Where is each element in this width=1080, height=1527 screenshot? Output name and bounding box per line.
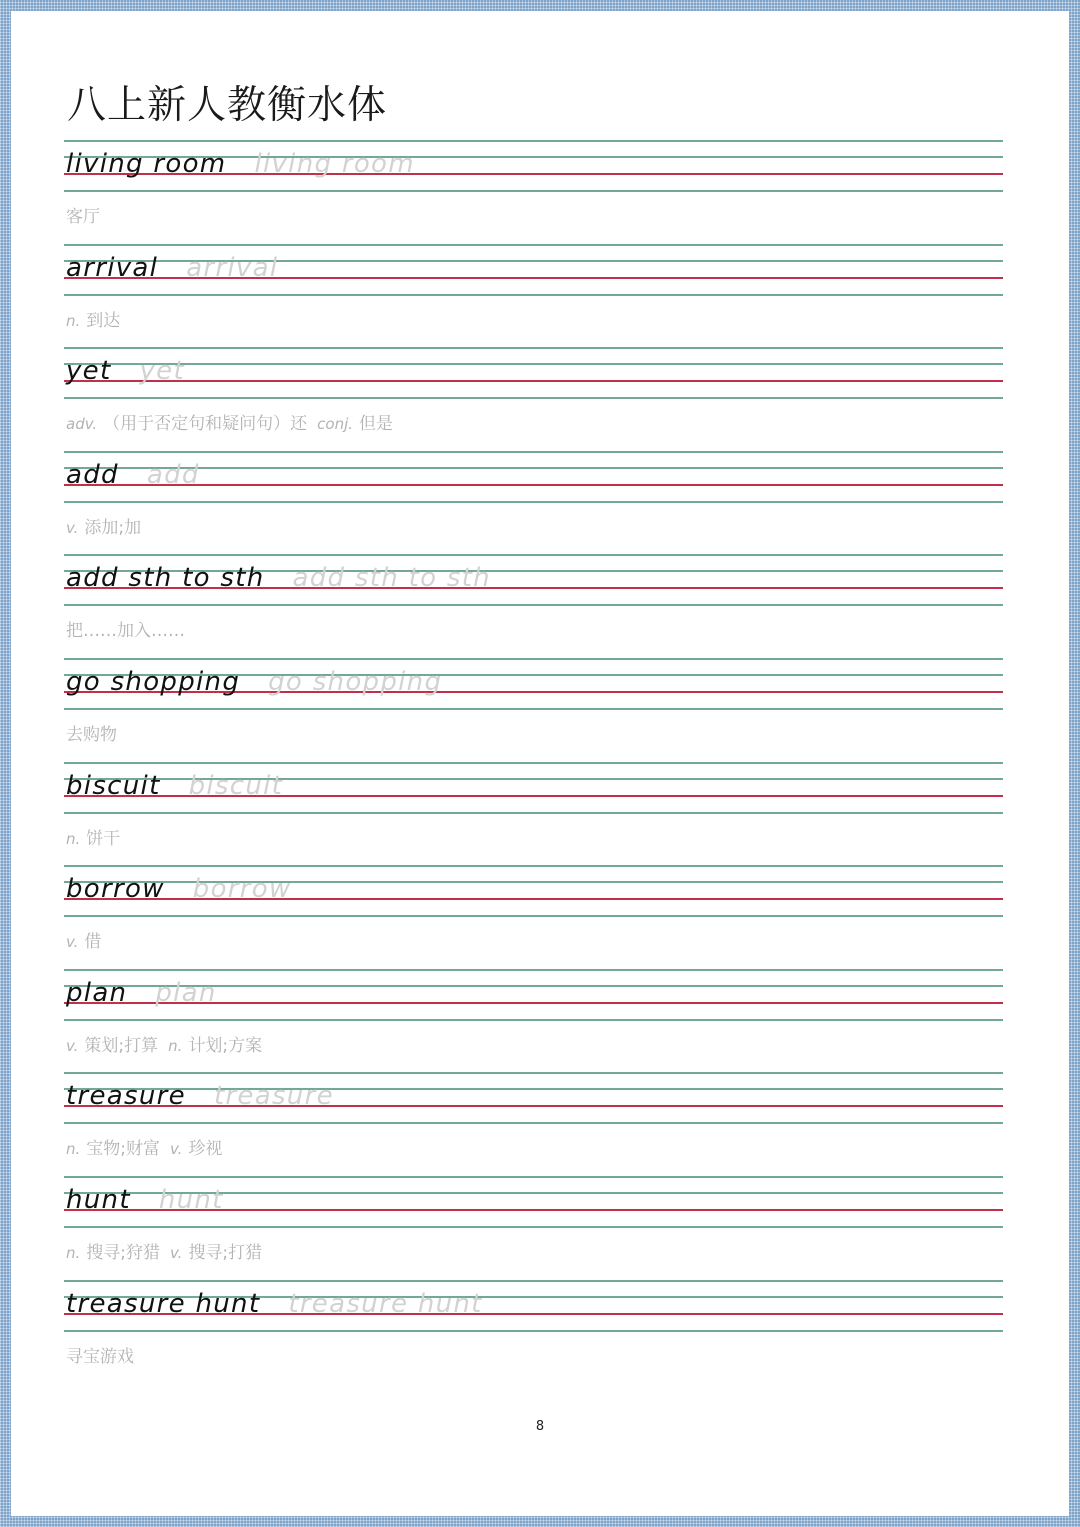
word-line — [66, 664, 442, 700]
part-of-speech: n. — [168, 1036, 183, 1055]
worksheet-page — [11, 11, 1069, 1516]
guide-line — [64, 812, 1003, 814]
vocab-word: hunt — [66, 1185, 131, 1215]
vocab-entry — [64, 554, 1003, 654]
guide-line — [64, 1280, 1003, 1282]
meaning-text: 但是 — [359, 414, 394, 435]
meaning-text: 宝物;财富 — [86, 1139, 161, 1160]
vocab-word: borrow — [66, 874, 165, 905]
word-line — [66, 250, 278, 286]
meaning-text: 把……加入…… — [66, 621, 185, 642]
word-line — [66, 353, 185, 389]
guide-line — [64, 865, 1003, 867]
guide-line — [64, 501, 1003, 503]
guide-line — [64, 190, 1003, 192]
tracing-word: treasure — [213, 1081, 334, 1112]
vocab-entry — [64, 1176, 1003, 1276]
guide-line — [64, 347, 1003, 349]
page-number: 8 — [535, 1419, 545, 1434]
meaning-part — [66, 1139, 160, 1159]
vocab-word: biscuit — [66, 770, 161, 801]
vocab-entry — [64, 969, 1003, 1069]
meaning-text: 到达 — [86, 310, 121, 331]
meaning-part — [66, 932, 101, 952]
meaning-text: 添加;加 — [84, 517, 142, 538]
guide-line — [64, 1122, 1003, 1124]
tracing-word: hunt — [158, 1185, 224, 1215]
guide-line — [64, 915, 1003, 917]
vocab-meaning — [66, 828, 130, 850]
meaning-part — [66, 621, 185, 641]
meaning-part — [66, 829, 120, 849]
vocab-entry — [64, 140, 1003, 240]
guide-line — [64, 140, 1003, 142]
part-of-speech: v. — [66, 933, 79, 952]
meaning-text: 珍视 — [188, 1139, 223, 1160]
vocab-word: add — [66, 459, 119, 490]
vocab-word: add sth to sth — [66, 563, 265, 594]
guide-line — [64, 294, 1003, 296]
guide-line — [64, 467, 1003, 469]
meaning-part — [170, 1243, 262, 1263]
guide-line — [64, 397, 1003, 399]
vocab-meaning — [66, 206, 110, 228]
guide-line — [64, 658, 1003, 660]
guide-line — [64, 1330, 1003, 1332]
meaning-part — [170, 1139, 222, 1159]
guide-line — [64, 1226, 1003, 1228]
meaning-part — [66, 311, 120, 331]
guide-line — [64, 554, 1003, 556]
vocab-meaning — [66, 620, 195, 642]
meaning-text: 搜寻;打猎 — [188, 1243, 263, 1263]
vocab-word: treasure hunt — [66, 1288, 261, 1319]
meaning-part — [66, 1347, 134, 1367]
tracing-word: treasure hunt — [288, 1288, 483, 1319]
tracing-word: living room — [254, 149, 415, 179]
vocab-entry — [64, 347, 1003, 447]
guide-line — [64, 244, 1003, 246]
part-of-speech: conj. — [317, 415, 354, 434]
vocab-word: go shopping — [66, 667, 241, 697]
vocab-word: yet — [66, 356, 112, 387]
word-line — [66, 1182, 224, 1218]
guide-line — [64, 1072, 1003, 1074]
tracing-word: borrow — [192, 874, 292, 905]
vocabulary-list — [11, 11, 1069, 1516]
page-title: 八上新人教衡水体 — [67, 83, 388, 128]
tracing-word: plan — [155, 977, 217, 1008]
meaning-text: 计划;方案 — [188, 1035, 263, 1056]
word-line — [66, 871, 292, 907]
part-of-speech: n. — [66, 311, 81, 330]
part-of-speech: adv. — [66, 415, 98, 434]
word-line — [66, 975, 217, 1011]
part-of-speech: n. — [66, 829, 81, 848]
vocab-entry — [64, 451, 1003, 551]
meaning-text: 搜寻;狩猎 — [86, 1243, 161, 1263]
tracing-word: add — [146, 459, 200, 490]
vocab-meaning — [66, 931, 111, 953]
word-line — [66, 146, 415, 182]
guide-line — [64, 762, 1003, 764]
part-of-speech: n. — [66, 1244, 81, 1262]
vocab-entry — [64, 762, 1003, 862]
meaning-part — [66, 1036, 158, 1056]
guide-line — [64, 708, 1003, 710]
guide-line — [64, 969, 1003, 971]
part-of-speech: v. — [66, 518, 79, 537]
meaning-text: 借 — [84, 932, 102, 953]
vocab-word: living room — [66, 149, 227, 179]
tracing-word: arrival — [186, 252, 279, 283]
vocab-meaning — [66, 1242, 272, 1264]
meaning-text: （用于否定句和疑问句）还 — [103, 414, 308, 435]
vocab-entry — [64, 865, 1003, 965]
vocab-meaning — [66, 517, 151, 539]
vocab-entry — [64, 1072, 1003, 1172]
guide-line — [64, 1176, 1003, 1178]
vocab-entry — [64, 244, 1003, 344]
guide-line — [64, 1019, 1003, 1021]
part-of-speech: n. — [66, 1140, 81, 1159]
baseline-red — [64, 380, 1003, 382]
word-line — [66, 1078, 334, 1114]
part-of-speech: v. — [170, 1244, 183, 1262]
guide-line — [64, 363, 1003, 365]
tracing-word: biscuit — [188, 770, 284, 801]
vocab-meaning — [66, 724, 127, 746]
meaning-text: 寻宝游戏 — [66, 1346, 134, 1367]
meaning-part — [168, 1036, 262, 1056]
baseline-red — [64, 484, 1003, 486]
vocab-meaning — [66, 1138, 232, 1160]
vocab-word: arrival — [66, 252, 159, 283]
meaning-text: 客厅 — [66, 207, 100, 227]
part-of-speech: v. — [66, 1036, 79, 1055]
word-line — [66, 1286, 483, 1322]
tracing-word: go shopping — [268, 667, 443, 697]
word-line — [66, 768, 283, 804]
vocab-meaning — [66, 1035, 272, 1057]
meaning-part — [66, 207, 100, 227]
meaning-part — [66, 725, 117, 745]
meaning-text: 策划;打算 — [84, 1035, 159, 1056]
vocab-word: treasure — [66, 1081, 186, 1112]
meaning-part — [66, 1243, 160, 1263]
vocab-meaning — [66, 1346, 144, 1368]
meaning-part — [317, 414, 393, 434]
meaning-part — [66, 518, 141, 538]
meaning-text: 饼干 — [86, 828, 121, 849]
word-line — [66, 560, 491, 596]
vocab-word: plan — [66, 977, 128, 1008]
tracing-word: yet — [139, 356, 185, 387]
meaning-part — [66, 414, 307, 434]
vocab-meaning — [66, 413, 403, 435]
vocab-meaning — [66, 310, 130, 332]
meaning-text: 去购物 — [66, 725, 117, 745]
tracing-word: add sth to sth — [292, 563, 491, 594]
part-of-speech: v. — [170, 1140, 183, 1159]
vocab-entry — [64, 658, 1003, 758]
vocab-entry — [64, 1280, 1003, 1380]
guide-line — [64, 604, 1003, 606]
word-line — [66, 457, 200, 493]
guide-line — [64, 451, 1003, 453]
